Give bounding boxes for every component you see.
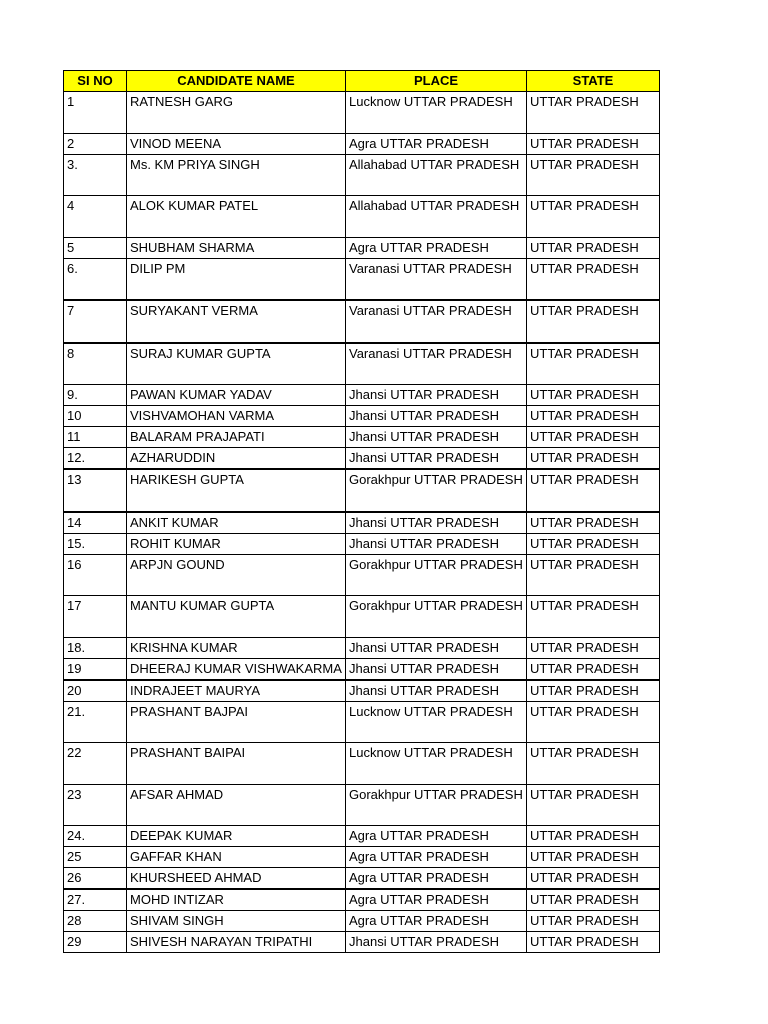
candidate-name-cell: RATNESH GARG (127, 92, 346, 134)
table-row (64, 868, 660, 890)
place-cell: Jhansi UTTAR PRADESH (346, 680, 527, 702)
place-cell: Jhansi UTTAR PRADESH (346, 427, 527, 448)
si-no-cell: 11 (64, 427, 127, 448)
state-cell: UTTAR PRADESH (527, 533, 660, 554)
place-cell: Jhansi UTTAR PRADESH (346, 932, 527, 953)
si-no-cell: 10 (64, 406, 127, 427)
si-no-cell: 21. (64, 701, 127, 743)
place-cell: Agra UTTAR PRADESH (346, 847, 527, 868)
table-row (64, 427, 660, 448)
place-cell: Jhansi UTTAR PRADESH (346, 406, 527, 427)
state-cell: UTTAR PRADESH (527, 196, 660, 238)
state-cell: UTTAR PRADESH (527, 92, 660, 134)
table-row (64, 154, 660, 196)
table-row (64, 637, 660, 658)
place-cell: Gorakhpur UTTAR PRADESH (346, 596, 527, 638)
header-state: STATE (527, 71, 660, 92)
si-no-cell: 7 (64, 300, 127, 343)
table-row (64, 932, 660, 953)
table-row (64, 596, 660, 638)
table-row (64, 889, 660, 911)
table-row (64, 512, 660, 534)
candidate-name-cell: ANKIT KUMAR (127, 512, 346, 534)
table-row (64, 911, 660, 932)
candidate-name-cell: VINOD MEENA (127, 133, 346, 154)
place-cell: Agra UTTAR PRADESH (346, 911, 527, 932)
table-row (64, 343, 660, 385)
state-cell: UTTAR PRADESH (527, 847, 660, 868)
state-cell: UTTAR PRADESH (527, 911, 660, 932)
candidate-name-cell: ROHIT KUMAR (127, 533, 346, 554)
si-no-cell: 22 (64, 743, 127, 785)
candidate-name-cell: DHEERAJ KUMAR VISHWAKARMA (127, 658, 346, 680)
state-cell: UTTAR PRADESH (527, 512, 660, 534)
si-no-cell: 13 (64, 469, 127, 512)
table-row (64, 92, 660, 134)
si-no-cell: 24. (64, 826, 127, 847)
header-candidate-name: CANDIDATE NAME (127, 71, 346, 92)
table-row (64, 406, 660, 427)
candidate-name-cell: Ms. KM PRIYA SINGH (127, 154, 346, 196)
si-no-cell: 20 (64, 680, 127, 702)
state-cell: UTTAR PRADESH (527, 889, 660, 911)
si-no-cell: 17 (64, 596, 127, 638)
state-cell: UTTAR PRADESH (527, 868, 660, 890)
place-cell: Lucknow UTTAR PRADESH (346, 701, 527, 743)
si-no-cell: 27. (64, 889, 127, 911)
state-cell: UTTAR PRADESH (527, 743, 660, 785)
place-cell: Varanasi UTTAR PRADESH (346, 300, 527, 343)
place-cell: Varanasi UTTAR PRADESH (346, 343, 527, 385)
state-cell: UTTAR PRADESH (527, 596, 660, 638)
state-cell: UTTAR PRADESH (527, 385, 660, 406)
si-no-cell: 9. (64, 385, 127, 406)
candidate-name-cell: SHUBHAM SHARMA (127, 237, 346, 258)
header-si-no: SI NO (64, 71, 127, 92)
si-no-cell: 14 (64, 512, 127, 534)
state-cell: UTTAR PRADESH (527, 427, 660, 448)
header-row (64, 71, 660, 92)
table-row (64, 258, 660, 300)
place-cell: Jhansi UTTAR PRADESH (346, 512, 527, 534)
candidate-table (63, 70, 660, 953)
state-cell: UTTAR PRADESH (527, 701, 660, 743)
si-no-cell: 28 (64, 911, 127, 932)
candidate-name-cell: GAFFAR KHAN (127, 847, 346, 868)
candidate-name-cell: VISHVAMOHAN VARMA (127, 406, 346, 427)
place-cell: Lucknow UTTAR PRADESH (346, 92, 527, 134)
si-no-cell: 8 (64, 343, 127, 385)
header-place: PLACE (346, 71, 527, 92)
state-cell: UTTAR PRADESH (527, 448, 660, 470)
state-cell: UTTAR PRADESH (527, 343, 660, 385)
state-cell: UTTAR PRADESH (527, 133, 660, 154)
table-row (64, 196, 660, 238)
si-no-cell: 16 (64, 554, 127, 596)
table-row (64, 300, 660, 343)
place-cell: Agra UTTAR PRADESH (346, 889, 527, 911)
table-body (64, 92, 660, 953)
table-row (64, 826, 660, 847)
state-cell: UTTAR PRADESH (527, 784, 660, 826)
place-cell: Agra UTTAR PRADESH (346, 826, 527, 847)
state-cell: UTTAR PRADESH (527, 658, 660, 680)
state-cell: UTTAR PRADESH (527, 406, 660, 427)
state-cell: UTTAR PRADESH (527, 237, 660, 258)
candidate-name-cell: SHIVESH NARAYAN TRIPATHI (127, 932, 346, 953)
candidate-name-cell: HARIKESH GUPTA (127, 469, 346, 512)
place-cell: Gorakhpur UTTAR PRADESH (346, 554, 527, 596)
candidate-name-cell: INDRAJEET MAURYA (127, 680, 346, 702)
si-no-cell: 15. (64, 533, 127, 554)
state-cell: UTTAR PRADESH (527, 300, 660, 343)
place-cell: Jhansi UTTAR PRADESH (346, 637, 527, 658)
place-cell: Jhansi UTTAR PRADESH (346, 658, 527, 680)
candidate-name-cell: PRASHANT BAIPAI (127, 743, 346, 785)
place-cell: Jhansi UTTAR PRADESH (346, 385, 527, 406)
state-cell: UTTAR PRADESH (527, 637, 660, 658)
table-row (64, 658, 660, 680)
place-cell: Allahabad UTTAR PRADESH (346, 154, 527, 196)
candidate-name-cell: ARPJN GOUND (127, 554, 346, 596)
candidate-name-cell: SURYAKANT VERMA (127, 300, 346, 343)
state-cell: UTTAR PRADESH (527, 932, 660, 953)
place-cell: Lucknow UTTAR PRADESH (346, 743, 527, 785)
place-cell: Jhansi UTTAR PRADESH (346, 448, 527, 470)
place-cell: Agra UTTAR PRADESH (346, 237, 527, 258)
table-row (64, 133, 660, 154)
place-cell: Agra UTTAR PRADESH (346, 133, 527, 154)
table-row (64, 701, 660, 743)
table-row (64, 784, 660, 826)
state-cell: UTTAR PRADESH (527, 469, 660, 512)
si-no-cell: 25 (64, 847, 127, 868)
candidate-name-cell: MOHD INTIZAR (127, 889, 346, 911)
si-no-cell: 1 (64, 92, 127, 134)
si-no-cell: 23 (64, 784, 127, 826)
table-row (64, 448, 660, 470)
table-row (64, 743, 660, 785)
candidate-name-cell: SURAJ KUMAR GUPTA (127, 343, 346, 385)
candidate-name-cell: KHURSHEED AHMAD (127, 868, 346, 890)
candidate-name-cell: AZHARUDDIN (127, 448, 346, 470)
si-no-cell: 6. (64, 258, 127, 300)
place-cell: Jhansi UTTAR PRADESH (346, 533, 527, 554)
table-row (64, 533, 660, 554)
si-no-cell: 29 (64, 932, 127, 953)
table-row (64, 680, 660, 702)
si-no-cell: 4 (64, 196, 127, 238)
si-no-cell: 18. (64, 637, 127, 658)
table-row (64, 237, 660, 258)
candidate-name-cell: MANTU KUMAR GUPTA (127, 596, 346, 638)
candidate-name-cell: SHIVAM SINGH (127, 911, 346, 932)
place-cell: Gorakhpur UTTAR PRADESH (346, 469, 527, 512)
candidate-name-cell: BALARAM PRAJAPATI (127, 427, 346, 448)
table-row (64, 554, 660, 596)
table-row (64, 385, 660, 406)
place-cell: Gorakhpur UTTAR PRADESH (346, 784, 527, 826)
state-cell: UTTAR PRADESH (527, 258, 660, 300)
state-cell: UTTAR PRADESH (527, 680, 660, 702)
table-row (64, 469, 660, 512)
candidate-name-cell: ALOK KUMAR PATEL (127, 196, 346, 238)
candidate-name-cell: PAWAN KUMAR YADAV (127, 385, 346, 406)
si-no-cell: 12. (64, 448, 127, 470)
candidate-name-cell: DEEPAK KUMAR (127, 826, 346, 847)
candidate-name-cell: PRASHANT BAJPAI (127, 701, 346, 743)
state-cell: UTTAR PRADESH (527, 554, 660, 596)
table-row (64, 847, 660, 868)
candidate-name-cell: KRISHNA KUMAR (127, 637, 346, 658)
place-cell: Varanasi UTTAR PRADESH (346, 258, 527, 300)
si-no-cell: 19 (64, 658, 127, 680)
place-cell: Agra UTTAR PRADESH (346, 868, 527, 890)
place-cell: Allahabad UTTAR PRADESH (346, 196, 527, 238)
si-no-cell: 26 (64, 868, 127, 890)
candidate-name-cell: DILIP PM (127, 258, 346, 300)
si-no-cell: 3. (64, 154, 127, 196)
state-cell: UTTAR PRADESH (527, 154, 660, 196)
candidate-name-cell: AFSAR AHMAD (127, 784, 346, 826)
si-no-cell: 5 (64, 237, 127, 258)
state-cell: UTTAR PRADESH (527, 826, 660, 847)
si-no-cell: 2 (64, 133, 127, 154)
